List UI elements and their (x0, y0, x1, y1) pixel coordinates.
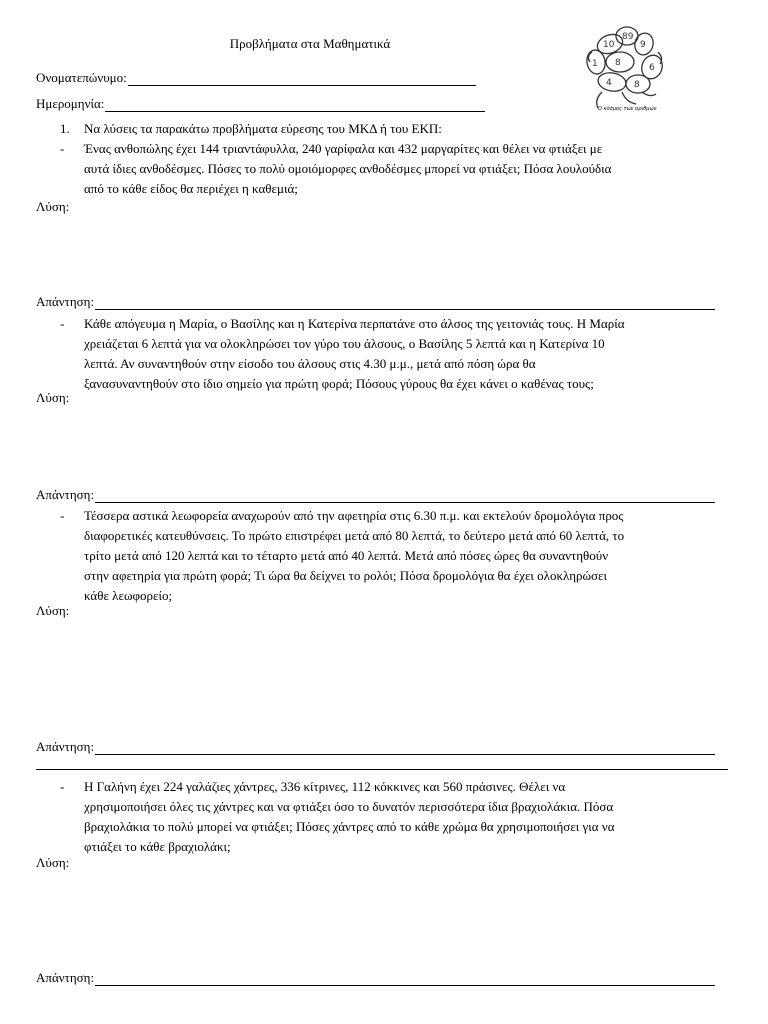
task-text: Να λύσεις τα παρακάτω προβλήματα εύρεσης του ΜΚΔ ή του ΕΚΠ: (84, 121, 442, 136)
date-line[interactable] (105, 98, 485, 112)
name-label: Ονοματεπώνυμο: (36, 70, 127, 85)
svg-text:89: 89 (622, 32, 634, 42)
answer-label-2: Απάντηση: (36, 487, 95, 502)
answer-extra-line-3[interactable] (36, 769, 728, 770)
solution-label-1: Λύση: (36, 199, 70, 214)
answer-line-1[interactable] (95, 296, 715, 310)
solution-label-4: Λύση: (36, 855, 70, 870)
problem-1-text: Ένας ανθοπώλης έχει 144 τριαντάφυλλα, 240 γαρίφαλα και 432 μαργαρίτες και θέλει να φτιάξει με αυτά ίδιες ανθοδέσμες. Πόσες το πολύ ομοιόμορφες ανθοδέσμες μπορεί να φτιάξει; Πόσα λουλούδια από το κάθε είδος θα περιέχει η καθεμιά; (84, 141, 612, 196)
answer-line-4[interactable] (95, 972, 715, 986)
problem-3-dash: - (60, 508, 65, 523)
page-title: Προβλήματα στα Μαθηματικά (229, 36, 391, 51)
answer-field-3[interactable] (36, 739, 715, 755)
svg-text:8: 8 (615, 58, 621, 68)
problem-4-text: Η Γαλήνη έχει 224 γαλάζιες χάντρες, 336 κίτρινες, 112 κόκκινες και 560 πράσινες. Θέλει να χρησιμοποιήσει όλες τις χάντρες και να φτιάξει όσο το δυνατόν περισσότερα ίδια βραχιολάκια. Πόσα βραχιολάκια το πολύ μπορεί να φτιάξει; Πόσες χάντρες από το κάθε χρώμα θα χρησιμοποιήσει για να φτιάξει το κάθε βραχιολάκι; (84, 779, 615, 854)
logo-caption: Ο κόσμος των αριθμών (598, 106, 657, 112)
problem-4-dash: - (60, 779, 65, 794)
svg-text:9: 9 (640, 40, 646, 50)
name-line[interactable] (128, 72, 476, 86)
date-label: Ημερομηνία: (36, 96, 105, 111)
answer-field-1[interactable] (36, 294, 715, 310)
svg-text:1: 1 (592, 59, 598, 69)
problem-1-dash: - (60, 141, 65, 156)
problem-2-text: Κάθε απόγευμα η Μαρία, ο Βασίλης και η Κατερίνα περπατάνε στο άλσος της γειτονιάς τους. Η Μαρία χρειάζεται 6 λεπτά για να ολοκληρώσει τον γύρο του άλσους, ο Βασίλης 5 λεπτά και η Κατερίνα 10 λεπτά. Αν συναντηθούν στην είσοδο του άλσους στις 4.30 μ.μ., μετά από πόση ώρα θα ξανασυναντηθούν στο ίδιο σημείο για πρώτη φορά; Πόσους γύρους θα έχει κάνει ο καθένας τους; (84, 316, 625, 391)
answer-label-4: Απάντηση: (36, 970, 95, 985)
answer-label-3: Απάντηση: (36, 739, 95, 754)
svg-text:4: 4 (606, 78, 612, 88)
date-field[interactable] (36, 96, 485, 112)
name-field[interactable] (36, 70, 476, 86)
task-number: 1. (60, 121, 70, 136)
answer-field-4[interactable] (36, 970, 715, 986)
problem-2-dash: - (60, 316, 65, 331)
svg-text:6: 6 (649, 63, 655, 73)
numbers-character-logo (572, 22, 672, 117)
answer-label-1: Απάντηση: (36, 294, 95, 309)
answer-line-3[interactable] (95, 741, 715, 755)
answer-field-2[interactable] (36, 487, 715, 503)
svg-text:8: 8 (634, 80, 640, 90)
problem-3-text: Τέσσερα αστικά λεωφορεία αναχωρούν από την αφετηρία στις 6.30 π.μ. και εκτελούν δρομολόγια προς διαφορετικές κατευθύνσεις. Το πρώτο επιστρέφει μετά από 80 λεπτά, το δεύτερο μετά από 60 λεπτά, το τρίτο μετά από 120 λεπτά και το τέταρτο μετά από 40 λεπτά. Μετά από πόσες ώρες θα συναντηθούν στην αφετηρία για πρώτη φορά; Τι ώρα θα δείχνει το ρολόι; Πόσα δρομολόγια θα έχει ολοκληρώσει κάθε λεωφορείο; (84, 508, 625, 603)
solution-label-3: Λύση: (36, 603, 70, 618)
answer-line-2[interactable] (95, 489, 715, 503)
svg-text:10: 10 (603, 40, 615, 50)
numbers-character-icon (572, 22, 672, 117)
solution-label-2: Λύση: (36, 390, 70, 405)
